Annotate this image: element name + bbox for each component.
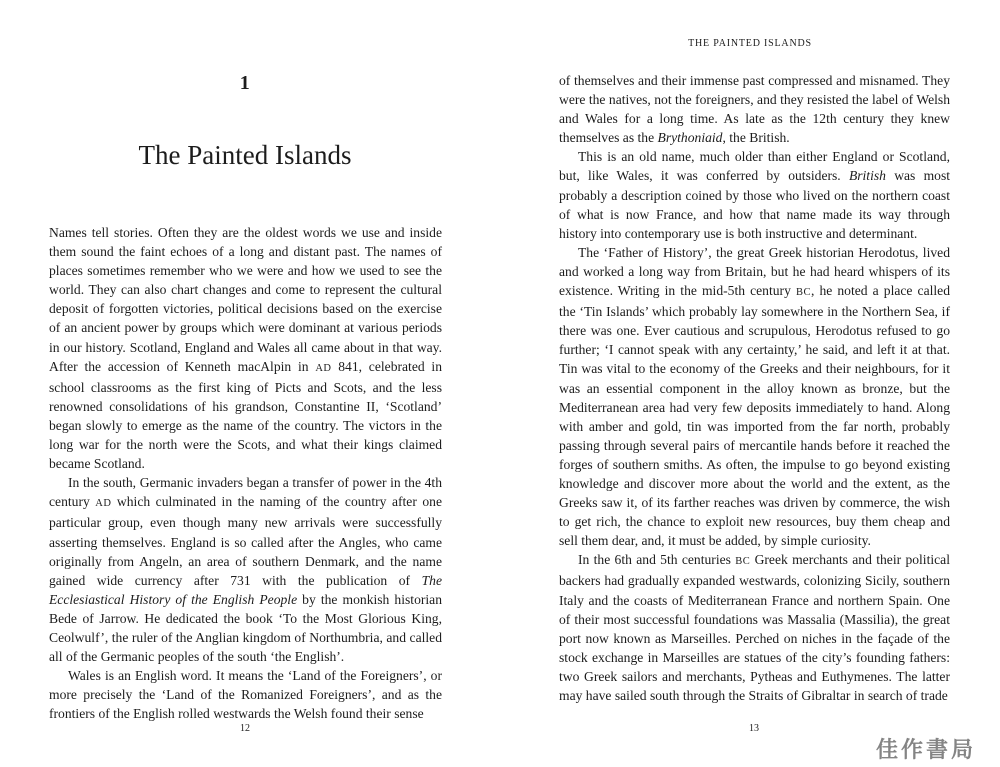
paragraph: The ‘Father of History’, the great Greek historian Herodotus, lived and worked a long way from Britain, but he had heard whispers of its existence. Writing in the mid-5th century BC, he noted a place called the ‘Tin Islands’ which probably lay somewhere in the Northern Sea, if there was one. Ever cautious and scrupulous, Herodotus refused to go further; ‘I cannot speak with any certainty,’ he said, and left it at that. Tin was vital to the economy of the Greeks and their neighbours, for it was an essential component in the alloy known as bronze, but the Mediterranean area had very few deposits immediately to hand. Along with amber and gold, tin was imported from the far north, probably passing through several pairs of mercantile hands before it reached the forges of southern smiths. As often, the impulse to go beyond existing knowledge and discover more about the world and the extent, as the Greeks saw it, of its farther reaches was driven by commerce, the wish to get rich, the chance to exploit new resources, buy them cheap and sell them dear, and, it must be added, by simple curiosity. (559, 244, 950, 549)
page-number-left: 12 (240, 723, 250, 734)
chapter-title: The Painted Islands (138, 140, 352, 170)
paragraph: In the south, Germanic invaders began a transfer of power in the 4th century AD which culminated in the naming of the country after one particular group, even though many new arrivals were successfully asserting themselves. England is so called after the Angles, who came originally from Angeln, an area of southern Denmark, and the name gained wide currency after 731 with the publication of The Ecclesiastical History of the English People by the monkish historian Bede of Jarrow. He dedicated the book ‘To the Most Glorious King, Ceolwulf’, the ruler of the Anglian kingdom of Northumbria, and called all of the Germanic peoples of the south ‘the English’. (49, 475, 442, 665)
publisher-watermark: 佳作書局 (876, 738, 977, 763)
paragraph: This is an old name, much older than either England or Scotland, but, like Wales, it was conferred by outsiders. British was most probably a description coined by those who lived on the northern coast of what is now France, and how that name made its way through history into contemporary use is both instructive and determinant. (559, 149, 951, 241)
chapter-number: 1 (239, 72, 251, 94)
paragraph: of themselves and their immense past compressed and misnamed. They were the natives, not the foreigners, and they resisted the label of Welsh and Wales for a long time. As late as the 12th century they knew themselves as the Brythoniaid, the British. (559, 73, 950, 146)
italic-text: The Ecclesiastical History of the English People (49, 572, 442, 607)
right-body-text (559, 71, 950, 705)
small-caps-text: BC (735, 556, 751, 568)
left-body-text (49, 223, 442, 723)
running-head: THE PAINTED ISLANDS (688, 38, 812, 49)
small-caps-text: BC (795, 287, 811, 299)
small-caps-text: AD (95, 498, 112, 510)
paragraph: In the 6th and 5th centuries BC Greek merchants and their political backers had gradually expanded westwards, colonizing Sicily, southern Italy and the coasts of Mediterranean France and northern Spain. One of their most successful foundations was Massalia (Massilia), the great port now known as Marseilles. Perched on niches in the façade of the stock exchange in Marseilles are statues of the city’s founding fathers: two Greek sailors and merchants, Pytheas and Euthymenes. The latter may have sailed south through the Straits of Gibraltar in search of trade (559, 552, 950, 703)
paragraph: Names tell stories. Often they are the oldest words we use and inside them sound the faint echoes of a long and distant past. The names of places sometimes remember who we were and how we used to see the world. They can also chart changes and come to represent the cultural deposit of forgotten victories, political decisions based on the exercise of an ancient power by groups which were dominant at various periods in our history. Scotland, England and Wales all came about in that way. After the accession of Kenneth macAlpin in AD 841, celebrated in school classrooms as the first king of Picts and Scots, and the less renowned consolidations of his grandson, Constantine II, ‘Scotland’ began slowly to emerge as the name of the country. The victors in the long war for the north were the Scots, and what their kings claimed became Scotland. (49, 225, 442, 472)
page-number-right: 13 (749, 723, 759, 734)
italic-text: British (848, 168, 886, 184)
right-page (500, 0, 1000, 767)
italic-text: Brythoniaid (657, 130, 723, 146)
paragraph: Wales is an English word. It means the ‘Land of the Foreigners’, or more precisely the ‘Land of the Romanized Foreigners’, and as the frontiers of the English rolled westwards the Welsh found their sense (49, 668, 442, 722)
small-caps-text: AD (315, 362, 332, 374)
